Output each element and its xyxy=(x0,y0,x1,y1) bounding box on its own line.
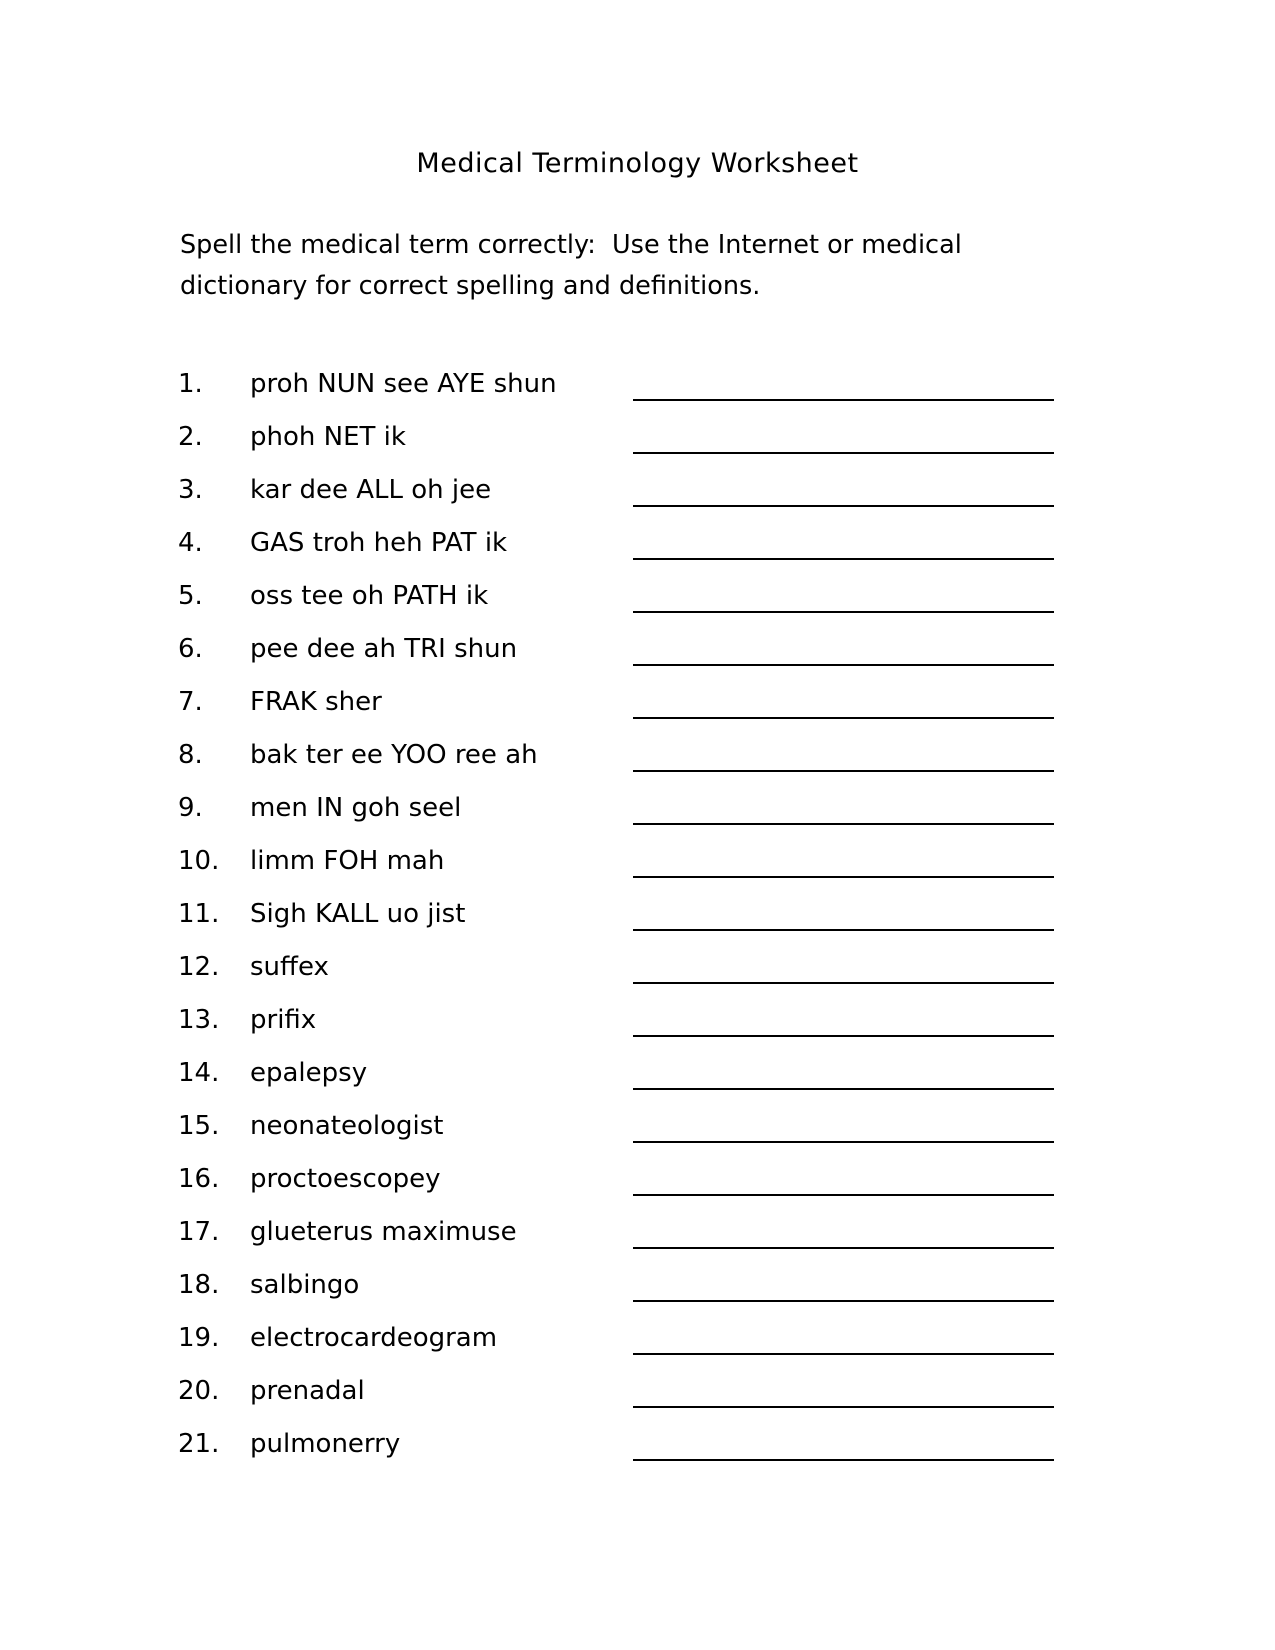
item-number: 2. xyxy=(178,421,203,452)
item-term: salbingo xyxy=(250,1269,360,1300)
list-item xyxy=(0,1099,1275,1152)
list-item xyxy=(0,516,1275,569)
item-term: proh NUN see AYE shun xyxy=(250,368,557,399)
item-number: 13. xyxy=(178,1004,220,1035)
answer-blank-line xyxy=(633,1215,1054,1249)
item-number: 19. xyxy=(178,1322,220,1353)
answer-blank-line xyxy=(633,738,1054,772)
item-term: prifix xyxy=(250,1004,317,1035)
item-number: 6. xyxy=(178,633,203,664)
item-term: bak ter ee YOO ree ah xyxy=(250,739,538,770)
answer-blank-line xyxy=(633,791,1054,825)
list-item xyxy=(0,463,1275,516)
item-number: 7. xyxy=(178,686,203,717)
list-item xyxy=(0,675,1275,728)
list-item xyxy=(0,410,1275,463)
item-number: 15. xyxy=(178,1110,220,1141)
list-item xyxy=(0,1311,1275,1364)
list-item xyxy=(0,569,1275,622)
answer-blank-line xyxy=(633,1374,1054,1408)
item-term: limm FOH mah xyxy=(250,845,445,876)
answer-blank-line xyxy=(633,367,1054,401)
item-number: 3. xyxy=(178,474,203,505)
list-item xyxy=(0,1258,1275,1311)
list-item xyxy=(0,993,1275,1046)
answer-blank-line xyxy=(633,579,1054,613)
instructions-line-1: Spell the medical term correctly: Use the Internet or medical xyxy=(180,230,962,260)
list-item xyxy=(0,1046,1275,1099)
answer-blank-line xyxy=(633,950,1054,984)
item-term: FRAK sher xyxy=(250,686,382,717)
list-item xyxy=(0,357,1275,410)
list-item xyxy=(0,1152,1275,1205)
list-item xyxy=(0,834,1275,887)
answer-blank-line xyxy=(633,1321,1054,1355)
item-number: 4. xyxy=(178,527,203,558)
list-item xyxy=(0,781,1275,834)
item-number: 11. xyxy=(178,898,220,929)
term-list xyxy=(0,357,1275,1470)
item-number: 14. xyxy=(178,1057,220,1088)
item-term: glueterus maximuse xyxy=(250,1216,517,1247)
item-term: epalepsy xyxy=(250,1057,368,1088)
item-number: 18. xyxy=(178,1269,220,1300)
answer-blank-line xyxy=(633,1162,1054,1196)
instructions xyxy=(180,225,1195,307)
answer-blank-line xyxy=(633,897,1054,931)
list-item xyxy=(0,940,1275,993)
list-item xyxy=(0,1205,1275,1258)
item-number: 21. xyxy=(178,1428,220,1459)
answer-blank-line xyxy=(633,1427,1054,1461)
item-term: men IN goh seel xyxy=(250,792,462,823)
answer-blank-line xyxy=(633,685,1054,719)
item-term: Sigh KALL uo jist xyxy=(250,898,466,929)
answer-blank-line xyxy=(633,420,1054,454)
item-number: 5. xyxy=(178,580,203,611)
list-item xyxy=(0,728,1275,781)
item-term: electrocardeogram xyxy=(250,1322,498,1353)
answer-blank-line xyxy=(633,473,1054,507)
list-item xyxy=(0,1364,1275,1417)
item-number: 10. xyxy=(178,845,220,876)
list-item xyxy=(0,622,1275,675)
answer-blank-line xyxy=(633,1056,1054,1090)
item-term: GAS troh heh PAT ik xyxy=(250,527,508,558)
item-number: 16. xyxy=(178,1163,220,1194)
page-title: Medical Terminology Worksheet xyxy=(416,148,859,179)
item-number: 9. xyxy=(178,792,203,823)
answer-blank-line xyxy=(633,1268,1054,1302)
item-term: pulmonerry xyxy=(250,1428,401,1459)
item-number: 8. xyxy=(178,739,203,770)
item-number: 1. xyxy=(178,368,203,399)
answer-blank-line xyxy=(633,1003,1054,1037)
answer-blank-line xyxy=(633,844,1054,878)
instructions-line-2: dictionary for correct spelling and definitions. xyxy=(180,271,761,301)
item-term: suffex xyxy=(250,951,329,982)
item-term: pee dee ah TRI shun xyxy=(250,633,518,664)
item-term: kar dee ALL oh jee xyxy=(250,474,492,505)
answer-blank-line xyxy=(633,632,1054,666)
answer-blank-line xyxy=(633,526,1054,560)
item-term: prenadal xyxy=(250,1375,365,1406)
item-number: 20. xyxy=(178,1375,220,1406)
answer-blank-line xyxy=(633,1109,1054,1143)
item-number: 17. xyxy=(178,1216,220,1247)
item-term: proctoescopey xyxy=(250,1163,441,1194)
list-item xyxy=(0,887,1275,940)
item-term: neonateologist xyxy=(250,1110,444,1141)
item-term: phoh NET ik xyxy=(250,421,406,452)
item-number: 12. xyxy=(178,951,220,982)
list-item xyxy=(0,1417,1275,1470)
item-term: oss tee oh PATH ik xyxy=(250,580,489,611)
